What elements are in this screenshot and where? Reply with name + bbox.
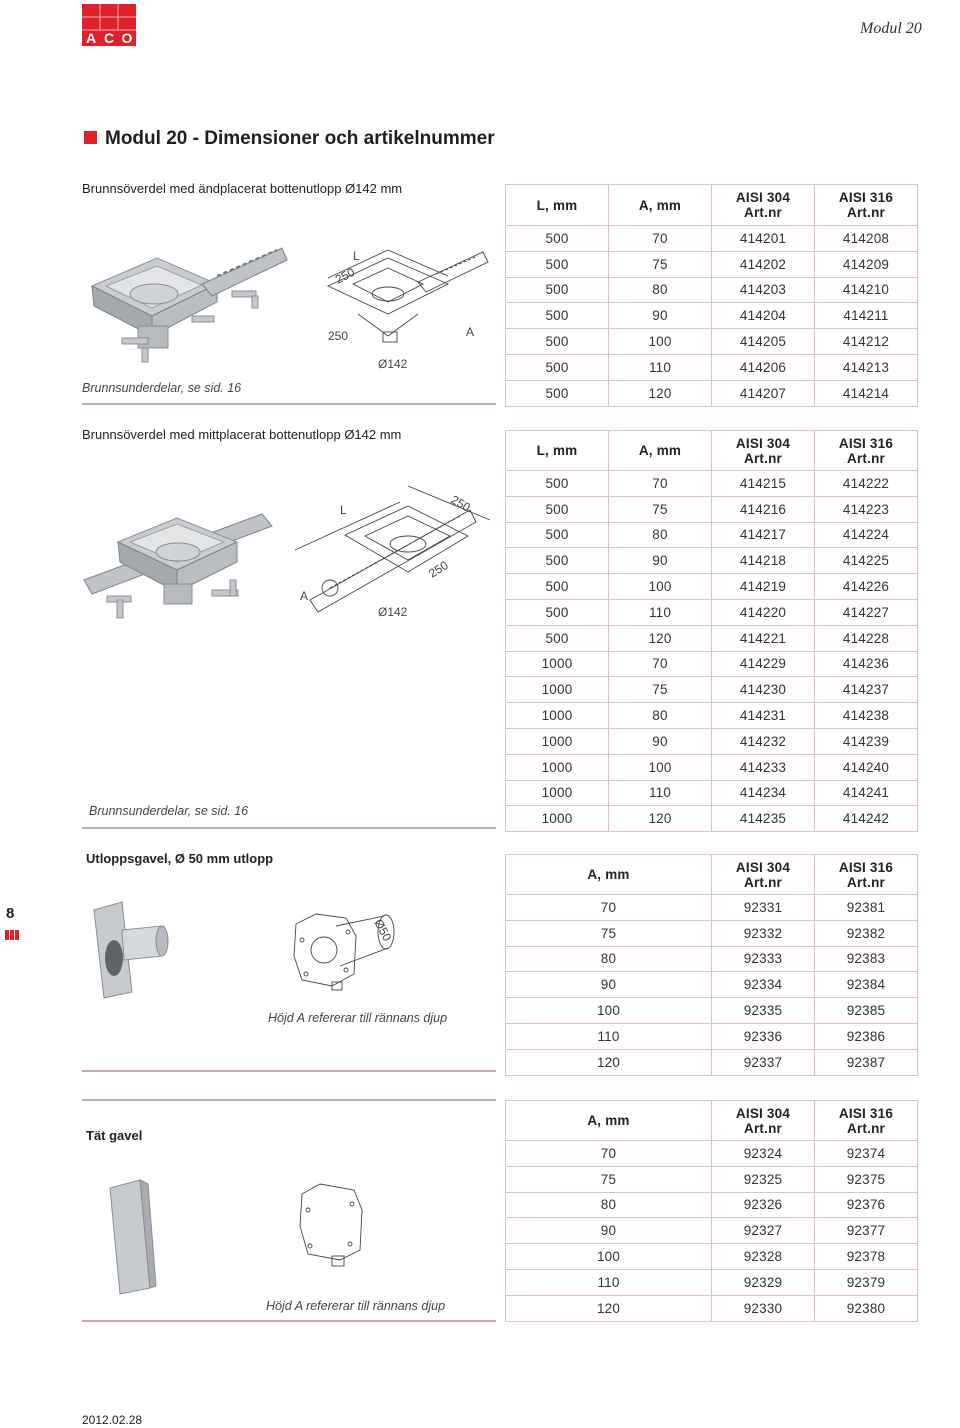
table-cell: 1000	[506, 728, 609, 754]
table-cell: 414204	[712, 303, 815, 329]
table-cell: 414222	[815, 471, 918, 497]
table-row	[506, 677, 918, 703]
column-header-line: Art.nr	[847, 450, 885, 466]
page-title: Modul 20 - Dimensioner och artikelnummer	[105, 128, 495, 149]
table-row	[506, 1141, 918, 1167]
table-cell: 92387	[815, 1049, 918, 1075]
table-cell: 1000	[506, 754, 609, 780]
column-header	[815, 431, 918, 471]
table-cell: 414206	[712, 354, 815, 380]
table-cell: 70	[609, 651, 712, 677]
table-cell: 414209	[815, 251, 918, 277]
table-row	[506, 226, 918, 252]
section1-diameter: Ø142	[378, 357, 408, 371]
section3-table-body	[506, 895, 918, 1076]
table-row	[506, 1166, 918, 1192]
table-cell: 414201	[712, 226, 815, 252]
table-row	[506, 303, 918, 329]
section3-table-header	[506, 855, 918, 895]
table-cell: 92378	[815, 1244, 918, 1270]
table-cell: 414231	[712, 703, 815, 729]
table-cell: 92377	[815, 1218, 918, 1244]
section1-note: Brunnsunderdelar, se sid. 16	[82, 381, 242, 395]
table-cell: 120	[506, 1049, 712, 1075]
table-cell: 414207	[712, 380, 815, 406]
column-header	[815, 1101, 918, 1141]
column-header-line: Art.nr	[847, 205, 885, 220]
side-tab-number: 8	[6, 905, 15, 922]
table-cell: 100	[609, 754, 712, 780]
table-cell: 414235	[712, 806, 815, 832]
table-cell: 500	[506, 226, 609, 252]
table-cell: 100	[609, 329, 712, 355]
section4-top-rule	[82, 1099, 496, 1101]
table-cell: 414242	[815, 806, 918, 832]
table-cell: 414233	[712, 754, 815, 780]
table-cell: 70	[506, 1141, 712, 1167]
table-cell: 414224	[815, 522, 918, 548]
table-cell: 100	[506, 1244, 712, 1270]
table-row	[506, 251, 918, 277]
table-cell: 414212	[815, 329, 918, 355]
table-cell: 92334	[712, 972, 815, 998]
table-cell: 92330	[712, 1295, 815, 1321]
section3-diameter: Ø50	[371, 916, 395, 944]
table-row	[506, 972, 918, 998]
table-cell: 75	[609, 677, 712, 703]
table-cell: 414234	[712, 780, 815, 806]
column-header-line: Art.nr	[744, 874, 782, 890]
table-row	[506, 277, 918, 303]
table-cell: 70	[609, 471, 712, 497]
table-cell: 80	[609, 277, 712, 303]
table-cell: 92327	[712, 1218, 815, 1244]
section1-dim-a: A	[466, 325, 475, 339]
column-header-line: A, mm	[587, 1113, 630, 1128]
table-cell: 110	[506, 1023, 712, 1049]
column-header	[609, 431, 712, 471]
table-cell: 414240	[815, 754, 918, 780]
table-row	[506, 1269, 918, 1295]
section3-rule	[82, 1070, 496, 1072]
column-header	[712, 855, 815, 895]
logo-letter-a: A	[85, 30, 97, 46]
table-cell: 120	[609, 625, 712, 651]
table-cell: 1000	[506, 703, 609, 729]
table-cell: 414205	[712, 329, 815, 355]
section4-rule	[82, 1320, 496, 1322]
table-cell: 92381	[815, 895, 918, 921]
table-cell: 92333	[712, 946, 815, 972]
column-header-line: AISI 304	[735, 190, 791, 205]
table-cell: 500	[506, 625, 609, 651]
table-cell: 92376	[815, 1192, 918, 1218]
table-row	[506, 1192, 918, 1218]
table-cell: 1000	[506, 677, 609, 703]
column-header	[506, 1101, 712, 1141]
table-cell: 500	[506, 380, 609, 406]
table-row	[506, 496, 918, 522]
section1-table	[505, 184, 918, 407]
table-cell: 500	[506, 574, 609, 600]
table-cell: 500	[506, 471, 609, 497]
table-cell: 500	[506, 251, 609, 277]
section4-heading: Tät gavel	[86, 1128, 143, 1143]
section2-table	[505, 430, 918, 832]
section1-dim-250-bottom: 250	[328, 329, 349, 343]
section2-drawing	[290, 480, 496, 630]
section2-dim-l: L	[340, 503, 347, 517]
table-cell: 92385	[815, 998, 918, 1024]
table-cell: 92383	[815, 946, 918, 972]
table-cell: 500	[506, 329, 609, 355]
table-row	[506, 329, 918, 355]
table-cell: 414218	[712, 548, 815, 574]
table-cell: 500	[506, 548, 609, 574]
section2-photo	[82, 500, 282, 640]
table-cell: 110	[609, 599, 712, 625]
table-cell: 75	[609, 251, 712, 277]
table-cell: 414215	[712, 471, 815, 497]
column-header-line: A, mm	[638, 197, 682, 213]
table-cell: 80	[506, 1192, 712, 1218]
table-cell: 80	[609, 703, 712, 729]
column-header-line: Art.nr	[847, 874, 885, 890]
table-cell: 500	[506, 303, 609, 329]
section2-dim-a: A	[300, 589, 309, 603]
table-cell: 414232	[712, 728, 815, 754]
table-cell: 1000	[506, 806, 609, 832]
column-header-line: AISI 304	[735, 1105, 791, 1121]
table-cell: 92329	[712, 1269, 815, 1295]
table-cell: 500	[506, 354, 609, 380]
table-cell: 414202	[712, 251, 815, 277]
column-header-line: Art.nr	[744, 1120, 782, 1136]
table-row	[506, 522, 918, 548]
aco-logo	[82, 4, 136, 46]
section4-photo	[100, 1178, 160, 1298]
table-cell: 75	[609, 496, 712, 522]
table-cell: 414227	[815, 599, 918, 625]
column-header	[609, 185, 712, 226]
table-cell: 414236	[815, 651, 918, 677]
table-row	[506, 806, 918, 832]
table-cell: 90	[609, 728, 712, 754]
table-row	[506, 998, 918, 1024]
table-row	[506, 895, 918, 921]
table-cell: 90	[506, 972, 712, 998]
table-cell: 92335	[712, 998, 815, 1024]
table-cell: 75	[506, 1166, 712, 1192]
logo-letter-o: O	[121, 30, 133, 46]
column-header-line: AISI 304	[735, 859, 791, 875]
column-header-line: AISI 316	[838, 435, 894, 451]
table-cell: 92328	[712, 1244, 815, 1270]
column-header-line: Art.nr	[744, 205, 782, 220]
table-cell: 92324	[712, 1141, 815, 1167]
table-cell: 110	[506, 1269, 712, 1295]
table-cell: 90	[609, 303, 712, 329]
table-row	[506, 625, 918, 651]
table-cell: 500	[506, 277, 609, 303]
table-row	[506, 728, 918, 754]
table-row	[506, 354, 918, 380]
section4-drawing	[296, 1180, 376, 1280]
table-cell: 414203	[712, 277, 815, 303]
column-header	[815, 185, 918, 226]
column-header-line: Art.nr	[744, 450, 782, 466]
table-cell: 92337	[712, 1049, 815, 1075]
table-cell: 414210	[815, 277, 918, 303]
column-header	[815, 855, 918, 895]
table-cell: 92374	[815, 1141, 918, 1167]
table-cell: 120	[506, 1295, 712, 1321]
table-cell: 414228	[815, 625, 918, 651]
table-row	[506, 920, 918, 946]
table-cell: 414214	[815, 380, 918, 406]
section1-photo	[82, 236, 292, 376]
table-row	[506, 380, 918, 406]
section3-drawing	[288, 896, 418, 996]
table-cell: 100	[609, 574, 712, 600]
table-cell: 414221	[712, 625, 815, 651]
table-cell: 500	[506, 522, 609, 548]
column-header-line: AISI 316	[838, 190, 894, 205]
table-cell: 414211	[815, 303, 918, 329]
section1-table-header	[506, 185, 918, 226]
table-row	[506, 1295, 918, 1321]
table-cell: 414213	[815, 354, 918, 380]
table-cell: 92332	[712, 920, 815, 946]
table-cell: 500	[506, 599, 609, 625]
section2-table-header	[506, 431, 918, 471]
table-cell: 414219	[712, 574, 815, 600]
section2-dim-250-top: 250	[448, 492, 473, 515]
table-cell: 414225	[815, 548, 918, 574]
column-header-line: AISI 304	[735, 435, 791, 451]
column-header-line: L, mm	[536, 197, 578, 213]
section3-note: Höjd A refererar till rännans djup	[268, 1011, 448, 1025]
table-cell: 414237	[815, 677, 918, 703]
section1-heading: Brunnsöverdel med ändplacerat bottenutlopp Ø142 mm	[82, 181, 403, 196]
table-cell: 414238	[815, 703, 918, 729]
table-row	[506, 1023, 918, 1049]
footer-date: 2012.02.28	[82, 1413, 143, 1427]
column-header-line: Art.nr	[847, 1120, 885, 1136]
section1-dim-l: L	[353, 249, 360, 263]
table-row	[506, 651, 918, 677]
table-cell: 90	[506, 1218, 712, 1244]
table-cell: 120	[609, 806, 712, 832]
column-header-line: A, mm	[587, 867, 630, 882]
table-cell: 92375	[815, 1166, 918, 1192]
section4-note: Höjd A refererar till rännans djup	[266, 1299, 446, 1313]
table-cell: 110	[609, 354, 712, 380]
table-cell: 92326	[712, 1192, 815, 1218]
section2-dim-250-side: 250	[426, 558, 451, 581]
table-cell: 92331	[712, 895, 815, 921]
column-header	[712, 431, 815, 471]
section2-table-body	[506, 471, 918, 832]
table-cell: 92380	[815, 1295, 918, 1321]
table-row	[506, 1049, 918, 1075]
section3-heading: Utloppsgavel, Ø 50 mm utlopp	[86, 851, 274, 866]
table-cell: 75	[506, 920, 712, 946]
section1-rule	[82, 403, 496, 405]
table-cell: 414217	[712, 522, 815, 548]
section4-table-body	[506, 1141, 918, 1322]
section3-photo	[82, 900, 172, 1000]
section3-table	[505, 854, 918, 1076]
table-cell: 92336	[712, 1023, 815, 1049]
table-cell: 92325	[712, 1166, 815, 1192]
table-cell: 92384	[815, 972, 918, 998]
logo-letter-c: C	[103, 30, 115, 46]
column-header	[506, 431, 609, 471]
table-row	[506, 946, 918, 972]
table-cell: 80	[609, 522, 712, 548]
column-header-line: A, mm	[638, 443, 682, 458]
section2-heading: Brunnsöverdel med mittplacerat bottenutlopp Ø142 mm	[82, 427, 402, 442]
column-header-line: AISI 316	[838, 859, 894, 875]
table-cell: 90	[609, 548, 712, 574]
table-row	[506, 599, 918, 625]
table-row	[506, 1244, 918, 1270]
title-bullet	[84, 131, 97, 144]
table-row	[506, 780, 918, 806]
table-row	[506, 754, 918, 780]
table-cell: 414229	[712, 651, 815, 677]
table-cell: 92386	[815, 1023, 918, 1049]
table-row	[506, 471, 918, 497]
table-row	[506, 574, 918, 600]
table-cell: 92379	[815, 1269, 918, 1295]
table-cell: 92382	[815, 920, 918, 946]
table-cell: 414223	[815, 496, 918, 522]
table-cell: 414226	[815, 574, 918, 600]
table-cell: 414216	[712, 496, 815, 522]
column-header	[712, 1101, 815, 1141]
table-cell: 414241	[815, 780, 918, 806]
table-cell: 414220	[712, 599, 815, 625]
table-cell: 1000	[506, 651, 609, 677]
table-cell: 414230	[712, 677, 815, 703]
table-row	[506, 1218, 918, 1244]
column-header	[506, 855, 712, 895]
table-cell: 70	[506, 895, 712, 921]
table-row	[506, 703, 918, 729]
page-label: Modul 20	[860, 20, 922, 37]
section4-table-header	[506, 1101, 918, 1141]
table-cell: 500	[506, 496, 609, 522]
section1-drawing	[298, 236, 498, 376]
table-cell: 110	[609, 780, 712, 806]
table-cell: 120	[609, 380, 712, 406]
table-cell: 414239	[815, 728, 918, 754]
table-cell: 80	[506, 946, 712, 972]
table-row	[506, 548, 918, 574]
section2-note: Brunnsunderdelar, se sid. 16	[89, 804, 249, 818]
table-cell: 100	[506, 998, 712, 1024]
column-header	[506, 185, 609, 226]
column-header-line: L, mm	[536, 443, 578, 458]
table-cell: 70	[609, 226, 712, 252]
side-tab-bars	[5, 930, 19, 940]
column-header	[712, 185, 815, 226]
section2-rule	[82, 827, 496, 829]
table-cell: 414208	[815, 226, 918, 252]
section1-table-body	[506, 226, 918, 407]
section2-diameter: Ø142	[378, 605, 408, 619]
section4-table	[505, 1100, 918, 1322]
column-header-line: AISI 316	[838, 1105, 894, 1121]
section1-dim-250-top: 250	[332, 264, 358, 287]
table-cell: 1000	[506, 780, 609, 806]
